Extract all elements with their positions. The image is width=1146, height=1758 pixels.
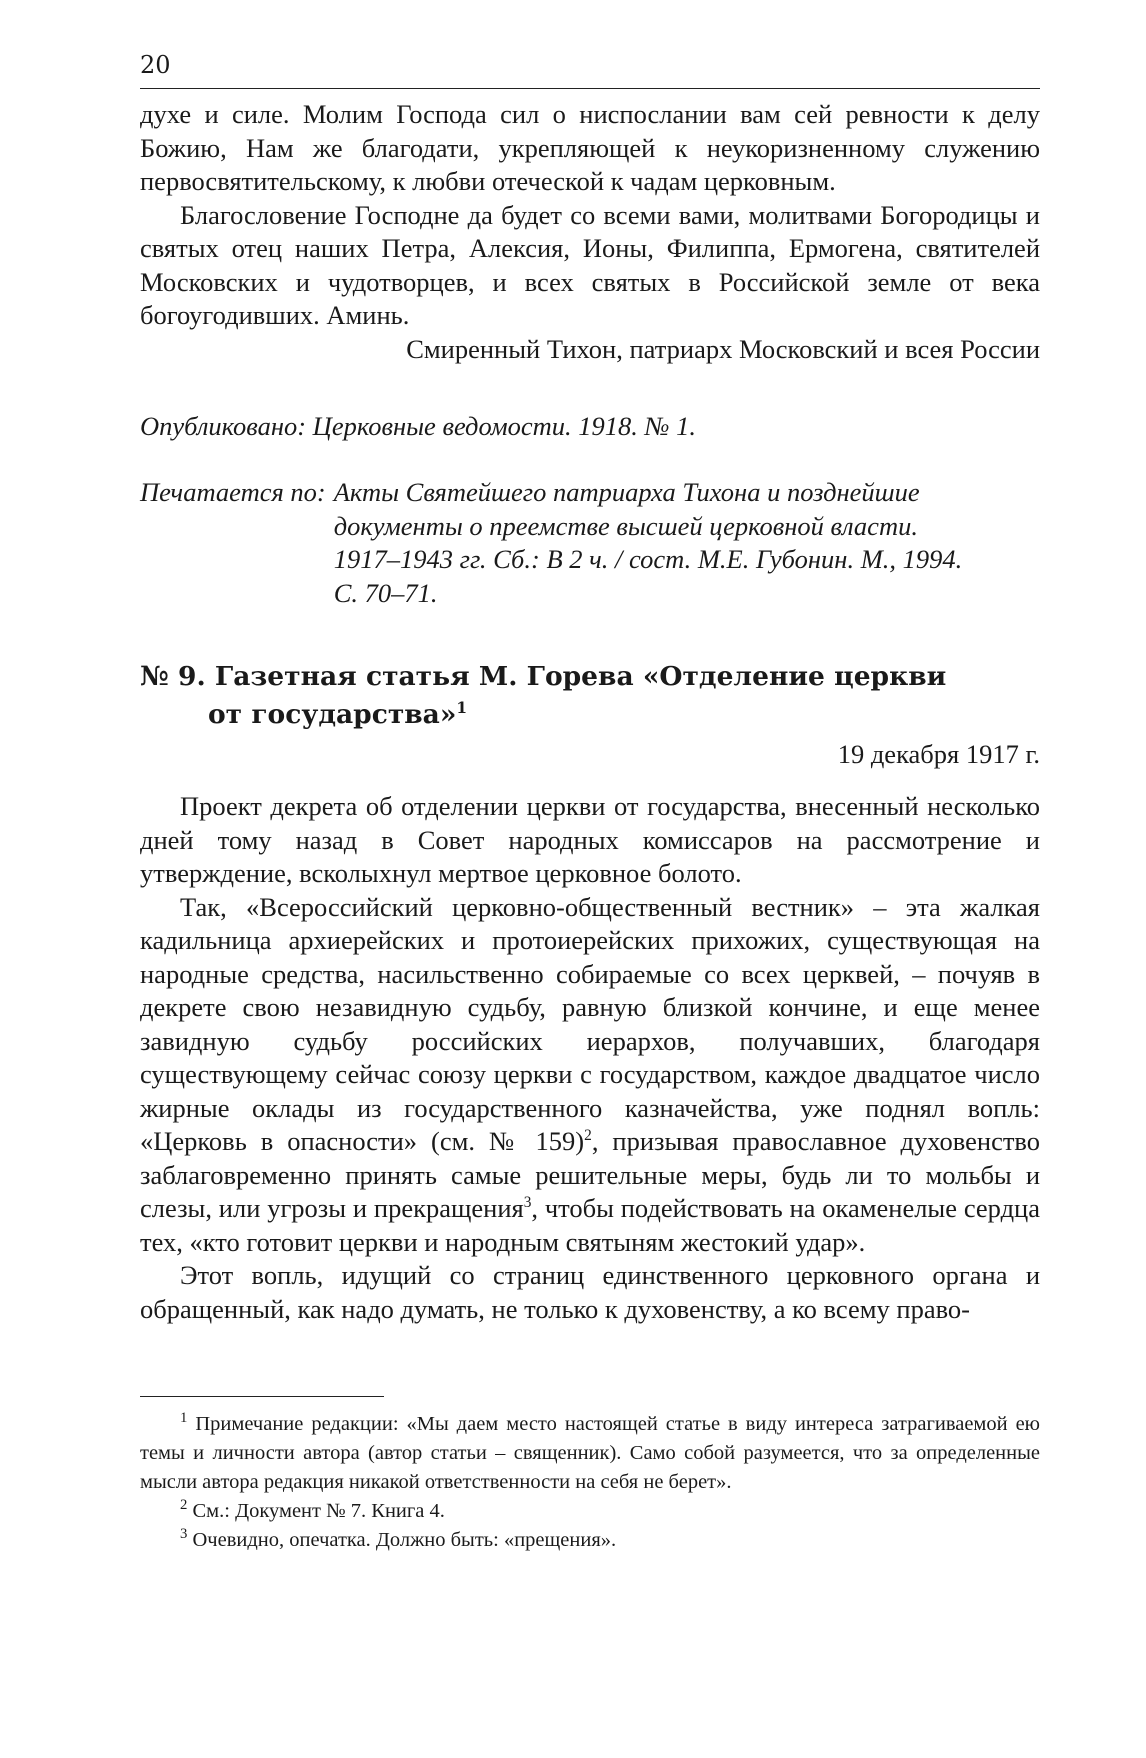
document-heading [140, 658, 1040, 734]
letter-paragraph: духе и силе. Молим Господа сил о ниспослании вам сей ревности к делу Божию, Нам же благодати, укрепляющей к неукоризненному служению первосвятительскому, к любви отеческой к чадам церковным. [140, 99, 1040, 196]
letter-signature: Смиренный Тихон, патриарх Московский и всея России [406, 333, 1040, 364]
body-paragraph: Этот вопль, идущий со страниц единственного церковного органа и обращенный, как надо думать, не только к духовенству, а ко всему право- [140, 1260, 1040, 1324]
body-paragraph: Проект декрета об отделении церкви от государства, внесенный несколько дней тому назад в Совет народных комиссаров на рассмотрение и утверждение, всколыхнул мертвое церковное болото. [140, 791, 1040, 888]
footnote-ref: 3 [523, 1194, 532, 1212]
document-date: 19 декабря 1917 г. [837, 739, 1040, 769]
printed-line: С. 70–71. [333, 577, 438, 608]
footnotes [140, 1410, 1040, 1555]
document-body [140, 790, 1040, 1326]
footnote [140, 1410, 1040, 1497]
footnote-ref: 2 [584, 1127, 592, 1145]
body-text: Так, «Всероссийский церковно-общественный вестник» – эта жалкая кадильница архиерейских и протоиерейских прихожих, существующая на народные средства, насильственно собираемые со всех церквей, – почуяв в декрете свою незавидную судьбу, равную близкой кончине, и еще менее завидную судьбу российских иерархов, получавших, благодаря существующему сейчас союзу церкви с государством, каждое двадцатое число жирные оклады из государственного казначейства, уже поднял вопль: «Церковь в опасности» (см. № 159) [140, 891, 1040, 1156]
footnote-text: Примечание редакции: «Мы даем место настоящей статье в виду интереса затрагиваемой ею темы и личности автора (автор статьи – священник). Само собой разумеется, что за определенные мысли автора редакция никакой ответственности на себя не берет». [140, 1413, 1040, 1493]
published-line: Опубликовано: Церковные ведомости. 1918. № 1. [140, 411, 696, 441]
header-rule [140, 88, 1040, 89]
heading-line: № 9. Газетная статья М. Горева «Отделение церкви [140, 661, 947, 692]
footnote [140, 1526, 1040, 1555]
footnote-ref: 1 [456, 699, 468, 718]
page-number: 20 [140, 51, 171, 79]
printed-source [140, 476, 1040, 610]
published-note [140, 410, 1040, 444]
body-text: , чтобы подействовать на окаменелые сердца тех, «кто готовит церкви и народным святыням жестокий удар». [140, 1193, 1040, 1257]
footnote-text: Очевидно, опечатка. Должно быть: «прещения». [192, 1529, 617, 1551]
printed-line: 1917–1943 гг. Сб.: В 2 ч. / сост. М.Е. Губонин. М., 1994. [333, 544, 963, 574]
footnote-text: См.: Документ № 7. Книга 4. [192, 1500, 445, 1522]
footnote [140, 1497, 1040, 1526]
letter-paragraph: Благословение Господне да будет со всеми вами, молитвами Богородицы и святых отец наших Петра, Алексия, Ионы, Филиппа, Ермогена, святителей Московских и чудотворцев, и всех святых в Российской земле от века богоугодивших. Аминь. [140, 199, 1040, 330]
footnote-number: 2 [180, 1497, 188, 1514]
letter-text [140, 98, 1040, 366]
body-paragraph [140, 891, 1040, 1260]
heading-line [140, 696, 1040, 734]
printed-label: Печатается по: [140, 477, 326, 507]
footnote-rule [140, 1396, 384, 1397]
heading-text: от государства» [208, 699, 457, 730]
footnote-number: 3 [180, 1526, 188, 1543]
footnote-number: 1 [180, 1410, 188, 1427]
printed-line: Акты Святейшего патриарха Тихона и позднейшие [333, 477, 920, 507]
printed-line: документы о преемстве высшей церковной власти. [333, 510, 918, 541]
body-text: , призывая православное духовенство заблаговременно принять самые решительные меры, будь ли то мольбы и слезы, или угрозы и прекращения [140, 1126, 1040, 1223]
